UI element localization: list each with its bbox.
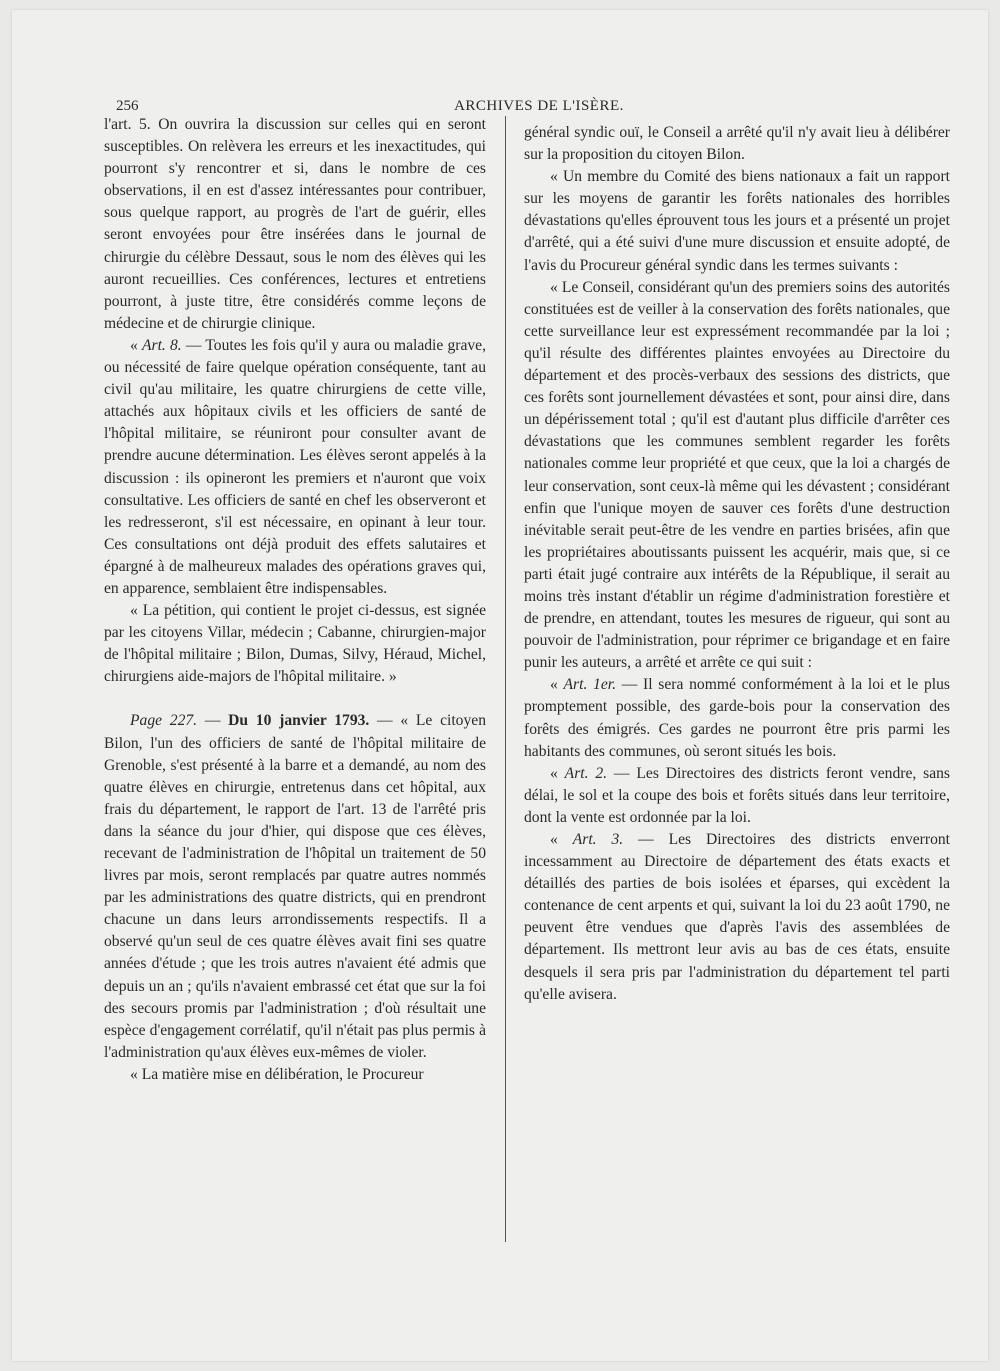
page-227-ref: Page 227. [130,712,198,730]
right-p4-prefix: « [550,676,564,694]
column-divider [505,116,506,1242]
left-p2-text: — Toutes les fois qu'il y aura ou maladie grave, ou nécessité de faire quelque opération conséquente, tant au civil qu'au militaire, les quatre chirurgiens de cette ville, attachés aux hôpitaux civils et les officiers de santé de l'hôpital militaire, se réuniront pour consulter avant de prendre aucune détermination. Les élèves seront appelés à la discussion : ils opineront les premiers et n'auront que voix consultative. Les officiers de santé en chef les observeront et les redresseront, s'il est nécessaire, en opinant à leur tour. Ces consultations ont déjà produit des effets salutaires et épargné à de malheureux malades des opérations graves qui, en apparence, semblaient être indispensables. [104,336,486,597]
article-3-ref: Art. 3. [572,831,624,848]
right-p4-text: — Il sera nommé conformément à la loi et le plus promptement possible, des garde-bois pour la conservation des forêts des émigrés. Ces gardes ne pourront être pris parmi les habitants des communes, où seront situés les bois. [524,676,950,760]
left-p2-prefix: « [130,336,142,354]
date-10-janvier-1793: Du 10 janvier 1793. [228,712,370,730]
right-p6-prefix: « [550,831,573,848]
right-paragraph-art2 [524,763,950,829]
right-paragraph-art3 [524,829,950,1006]
left-p4-text: — « Le citoyen Bilon, l'un des officiers de santé de l'hôpital militaire de Grenoble, s'est présenté à la barre et a demandé, au nom des quatre élèves en chirurgie, entretenus dans cet hôpital, aux frais du département, le rapport de l'art. 13 de l'arrêté pris dans la séance du jour d'hier, qui dispose que ces élèves, recevant de l'administration de l'hôpital un traitement de 50 livres par mois, seront remplacés par quatre autres nommés par les administrations des quatre districts, qui en prendront chacune un dans leurs arrondissements respectifs. Il a observé qu'un seul de ces quatre élèves avait fini ses quatre années d'étude ; que les trois autres n'avaient été admis que depuis un an ; qu'ils n'avaient embrassé cet état que sur la foi des secours promis par l'administration ; d'où résultait une espèce d'engagement corrélatif, qu'il n'était pas plus permis à l'administration qu'aux élèves eux-mêmes de violer. [104,712,486,1061]
right-paragraph-art1 [524,674,950,762]
left-paragraph-page227 [104,710,486,1064]
left-paragraph-last: « La matière mise en délibération, le Procureur [130,1065,424,1083]
page-227-dash: — [197,712,229,730]
right-paragraph-1: général syndic ouï, le Conseil a arrêté qu'il n'y avait lieu à délibérer sur la proposition du citoyen Bilon. [524,124,950,164]
right-column [524,122,950,1006]
right-p5-text: — Les Directoires des districts feront vendre, sans délai, le sol et la coupe des bois et forêts situés dans leur territoire, dont la vente est ordonnée par la loi. [524,764,950,826]
right-p6-text: — Les Directoires des districts enverront incessamment au Directoire de département des états exacts et détaillés des parties de bois isolées et éparses, qui excèdent la contenance de cent arpents et qui, suivant la loi du 23 août 1790, ne peuvent être vendues que d'après l'avis des assemblées de département. Ils mettront leur avis au bas de ces états, ensuite desquels il sera pris par l'administration du département tel parti qu'elle avisera. [524,831,950,1003]
article-8-ref: Art. 8. [141,336,182,354]
running-title: ARCHIVES DE L'ISÈRE. [454,98,624,114]
article-2-ref: Art. 2. [564,764,608,782]
right-paragraph-3: « Le Conseil, considérant qu'un des premiers soins des autorités constituées est de veiller à la conservation des forêts nationales, que cette surveillance leur est expressément recommandée par la loi ; qu'il résulte des différentes plaintes envoyées au Directoire du département et des procès-verbaux des sessions des districts, que ces forêts sont journellement dévastées et sont, pour ainsi dire, dans un dépérissement total ; qu'il est d'autant plus difficile d'arrêter ces dévastations que les communes semblent regarder les forêts nationales comme leur propriété et que ceux, que la loi a chargés de leur conservation, sont ceux-là même qui les dévastent ; considérant enfin que l'unique moyen de sauver ces forêts d'une destruction inévitable serait peut-être de les vendre en parties brisées, afin que les propriétaires aboutissants puissent les acquérir, mais que, si ce parti était jugé contraire aux intérêts de la République, il serait au moins très instant d'établir un régime d'administration forestière et de prendre, en attendant, toutes les mesures de rigueur, qui sont au pouvoir de l'administration, pour réprimer ce brigandage et en faire punir les auteurs, a arrêté et arrête ce qui suit : [524,278,950,672]
page-number: 256 [116,98,139,114]
left-paragraph-art8 [104,335,486,600]
right-paragraph-2: « Un membre du Comité des biens nationaux a fait un rapport sur les moyens de garantir les forêts nationales des horribles dévastations qu'elles éprouvent tous les jours et a présenté un projet d'arrêté, qui a été suivi d'une mure discussion et ensuite adopté, de l'avis du Procureur général syndic dans les termes suivants : [524,168,950,274]
left-paragraph-1: l'art. 5. On ouvrira la discussion sur celles qui en seront susceptibles. On relèvera les erreurs et les inexactitudes, qui pourront s'y rencontrer et si, dans le nombre de ces observations, il en est d'assez intéressantes pour contribuer, sous quelque rapport, au progrès de l'art de guérir, elles seront envoyées pour être insérées dans le journal de chirurgie du célèbre Dessaut, sous le nom des élèves qui les auront recueillies. Ces conférences, lectures et entretiens pourront, à juste titre, être considérés comme leçons de médecine et de chirurgie clinique. [104,116,486,332]
article-1-ref: Art. 1er. [563,676,617,694]
right-p5-prefix: « [550,764,565,782]
left-column [104,114,486,1086]
left-paragraph-petition: « La pétition, qui contient le projet ci-dessus, est signée par les citoyens Villar, médecin ; Cabanne, chirurgien-major de l'hôpital militaire ; Bilon, Dumas, Silvy, Héraud, Michel, chirurgiens aide-majors de l'hôpital militaire. » [104,602,486,686]
